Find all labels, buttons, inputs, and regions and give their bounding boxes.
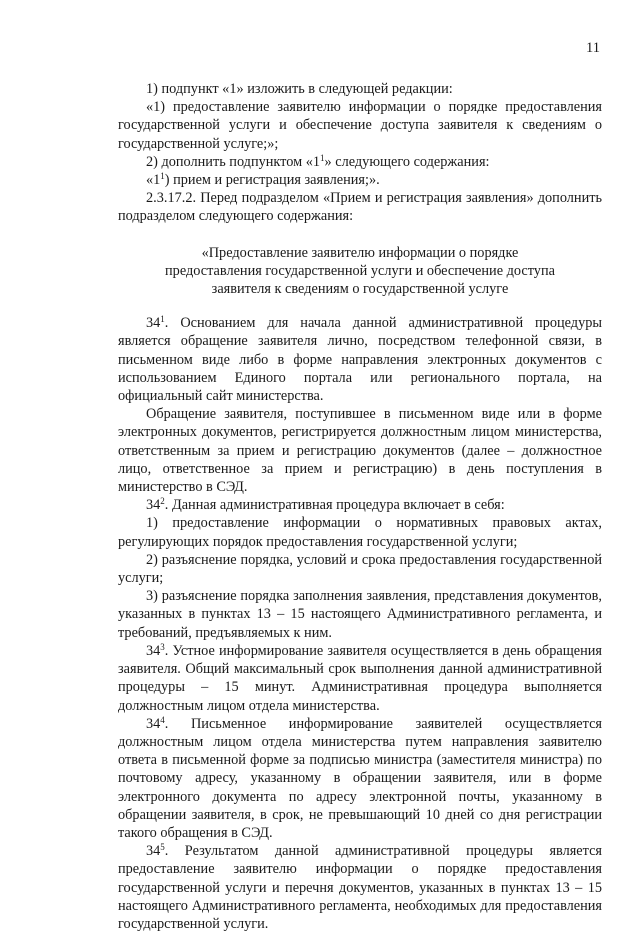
paragraph-registration: Обращение заявителя, поступившее в письменном виде или в форме электронных документов, регистрируется должностным лицом министерства, ответственным за прием и регистрацию документов (далее – должностное лицо, ответственное за прием и регистрацию) в день поступления в министерство в СЭД.: [118, 406, 602, 496]
list-item-3: 3) разъяснение порядка заполнения заявления, представления документов, указанных в пунктах 13 – 15 настоящего Административного регламента, и требований, предъявляемых к ним.: [118, 588, 602, 641]
list-item-1: 1) предоставление информации о нормативных правовых актах, регулирующих порядок предоставления государственной услуги;: [118, 515, 602, 550]
superscript: 2: [160, 496, 165, 507]
paragraph-34-4: [118, 715, 602, 842]
paragraph-text: . Письменное информирование заявителей осуществляется должностным лицом отдела министерства путем направления заявителю ответа в письменной форме за подписью министра (заместителя министра) по почтовому адресу, указанному в обращении заявителя, или в форме электронного документа по адресу электронной почты, указанному в обращении заявителя, в срок, не превышающий 10 дней со дня регистрации такого обращения в СЭД.: [118, 715, 602, 841]
page-number: 11: [586, 40, 600, 56]
paragraph-text: . Устное информирование заявителя осуществляется в день обращения заявителя. Общий максимальный срок выполнения данной административной процедуры – 15 минут. Административная процедура выполняется должностным лицом отдела министерства.: [118, 642, 602, 714]
section-heading-line-2: предоставления государственной услуги и обеспечение доступа: [165, 262, 555, 279]
amendment-line-5: 2.3.17.2. Перед подразделом «Прием и регистрация заявления» дополнить подразделом следующего содержания:: [118, 190, 602, 225]
paragraph-34-1: [118, 314, 602, 405]
superscript: 4: [160, 714, 165, 725]
document-body: [118, 80, 602, 933]
superscript: 1: [160, 314, 165, 325]
superscript: 5: [160, 842, 165, 853]
superscript: 1: [320, 152, 325, 163]
section-heading: [118, 244, 602, 299]
amendment-line-3-tail: » следующего содержания:: [324, 153, 490, 170]
section-heading-line-1: «Предоставление заявителю информации о порядке: [201, 244, 519, 261]
paragraph-text: . Результатом данной административной процедуры является предоставление заявителю информации о порядке предоставления государственной услуги и перечня документов, указанных в пунктах 13 – 15 настоящего Административного регламента, необходимых для предоставления государственной услуги.: [118, 843, 602, 932]
amendment-line-3-text: 2) дополнить подпунктом «1: [146, 153, 321, 170]
amendment-line-4-tail: ) прием и регистрация заявления;».: [164, 172, 380, 189]
paragraph-34-2: [118, 496, 602, 514]
clause-number: 34: [146, 715, 161, 732]
paragraph-text: . Данная административная процедура включает в себя:: [164, 497, 505, 514]
clause-number: 34: [146, 497, 161, 514]
clause-number: 34: [146, 315, 161, 332]
superscript: 1: [160, 171, 165, 182]
list-item-2: 2) разъяснение порядка, условий и срока предоставления государственной услуги;: [118, 551, 602, 587]
amendment-line-1: 1) подпункт «1» изложить в следующей редакции:: [146, 81, 453, 97]
clause-number: 34: [146, 843, 161, 860]
superscript: 3: [160, 641, 165, 652]
section-heading-line-3: заявителя к сведениям о государственной услуге: [211, 281, 509, 298]
amendment-line-4: [118, 171, 602, 189]
paragraph-34-3: [118, 642, 602, 715]
paragraph-text: . Основанием для начала данной административной процедуры является обращение заявителя лично, посредством телефонной связи, в письменном виде либо в форме направления электронных документов с использованием Единого портала или регионального портала, на официальный сайт министерства.: [118, 315, 602, 405]
amendment-line-2: «1) предоставление заявителю информации о порядке предоставления государственной услуги и обеспечение доступа заявителя к сведениям о государственной услуге;»;: [118, 99, 602, 152]
paragraph-34-5: [118, 842, 602, 933]
clause-number: 34: [146, 642, 161, 659]
amendment-line-4-text: «1: [146, 172, 161, 189]
amendment-line-3: [118, 153, 602, 171]
